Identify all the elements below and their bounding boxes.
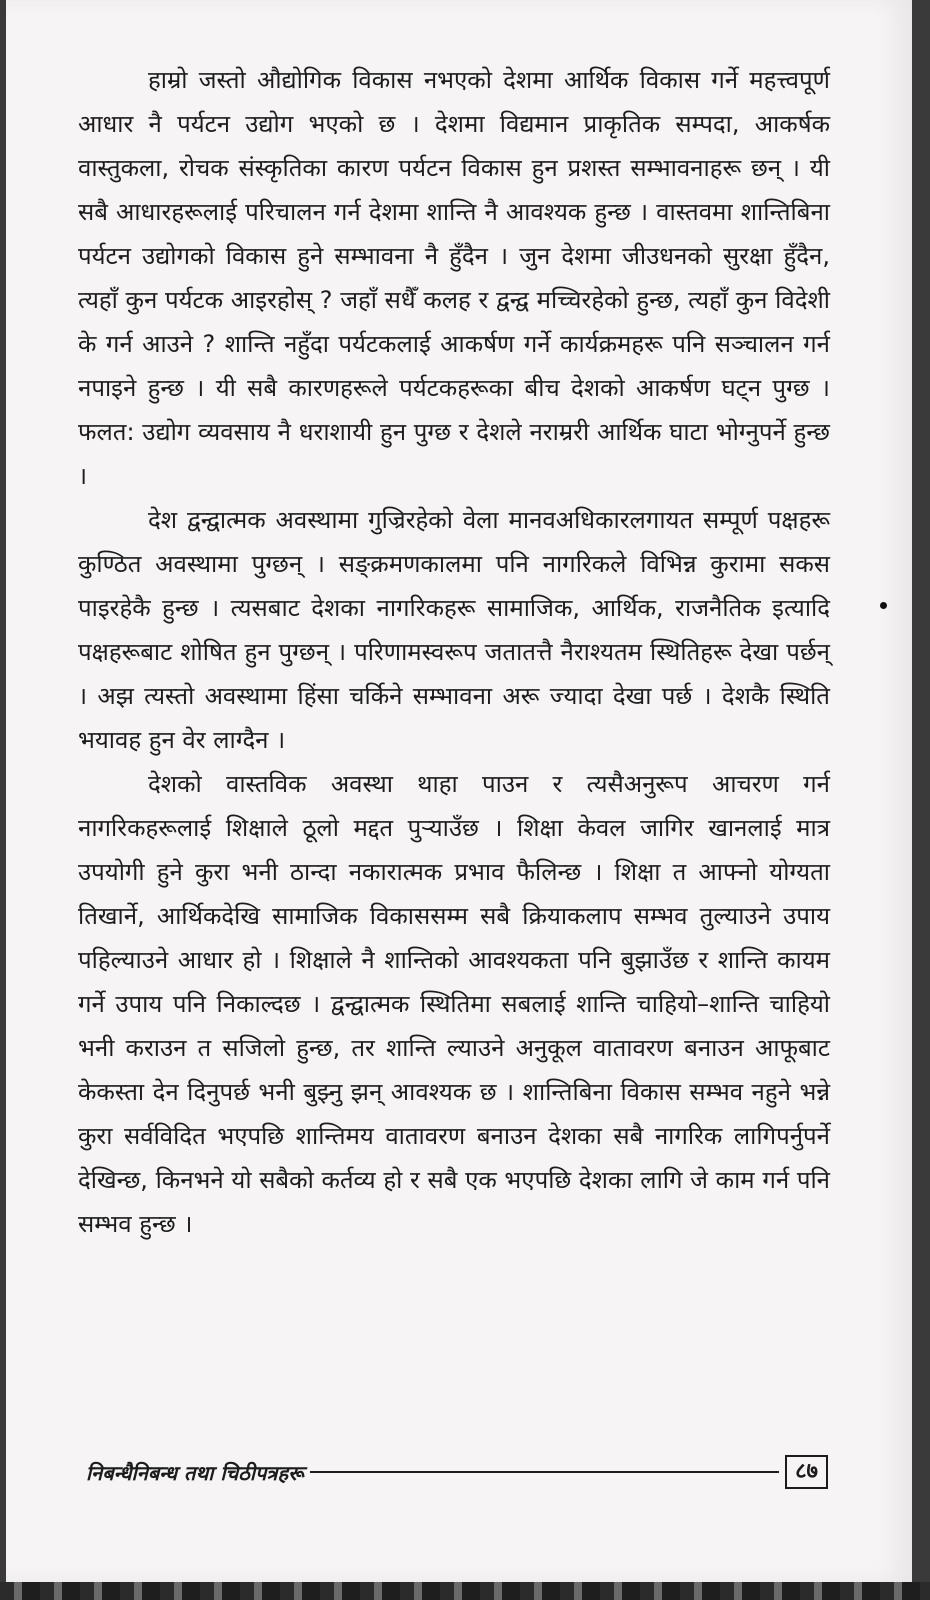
scan-edge [0, 1582, 930, 1600]
footer-book-title: निबन्धैनिबन्ध तथा चिठीपत्रहरू [86, 1460, 304, 1485]
body-text [78, 58, 830, 1246]
paragraph-education: देशको वास्तविक अवस्था थाहा पाउन र त्यसैअनुरूप आचरण गर्न नागरिकहरूलाई शिक्षाले ठूलो मद्दत पुऱ्याउँछ । शिक्षा केवल जागिर खानलाई मात्र उपयोगी हुने कुरा भनी ठान्दा नकारात्मक प्रभाव फैलिन्छ । शिक्षा त आफ्नो योग्यता तिखार्ने, आर्थिकदेखि सामाजिक विकाससम्म सबै क्रियाकलाप सम्भव तुल्याउने उपाय पहिल्याउने आधार हो । शिक्षाले नै शान्तिको आवश्यकता पनि बुझाउँछ र शान्ति कायम गर्ने उपाय पनि निकाल्दछ । द्वन्द्वात्मक स्थितिमा सबलाई शान्ति चाहियो–शान्ति चाहियो भनी कराउन त सजिलो हुन्छ, तर शान्ति ल्याउने अनुकूल वातावरण बनाउन आफूबाट केकस्ता देन दिनुपर्छ भनी बुझ्नु झन् आवश्यक छ । शान्तिबिना विकास सम्भव नहुने भन्ने कुरा सर्वविदित भएपछि शान्तिमय वातावरण बनाउन देशका सबै नागरिक लागिपर्नुपर्ने देखिन्छ, किनभने यो सबैको कर्तव्य हो र सबै एक भएपछि देशका लागि जे काम गर्न पनि सम्भव हुन्छ । [78, 770, 830, 1238]
paragraph-tourism: हाम्रो जस्तो औद्योगिक विकास नभएको देशमा आर्थिक विकास गर्ने महत्त्वपूर्ण आधार नै पर्यटन उद्योग भएको छ । देशमा विद्यमान प्राकृतिक सम्पदा, आकर्षक वास्तुकला, रोचक संस्कृतिका कारण पर्यटन विकास हुन प्रशस्त सम्भावनाहरू छन् । यी सबै आधारहरूलाई परिचालन गर्न देशमा शान्ति नै आवश्यक हुन्छ । वास्तवमा शान्तिबिना पर्यटन उद्योगको विकास हुने सम्भावना नै हुँदैन । जुन देशमा जीउधनको सुरक्षा हुँदैन, त्यहाँ कुन पर्यटक आइरहोस् ? जहाँ सधैँ कलह र द्वन्द्व मच्चिरहेको हुन्छ, त्यहाँ कुन विदेशी के गर्न आउने ? शान्ति नहुँदा पर्यटकलाई आकर्षण गर्ने कार्यक्रमहरू पनि सञ्चालन गर्न नपाइने हुन्छ । यी सबै कारणहरूले पर्यटकहरूका बीच देशको आकर्षण घट्न पुग्छ । फलत: उद्योग व्यवसाय नै धराशायी हुन पुग्छ र देशले नराम्ररी आर्थिक घाटा भोग्नुपर्ने हुन्छ । [78, 66, 830, 490]
page-number: ८७ [785, 1455, 828, 1489]
page-footer [86, 1452, 828, 1492]
paragraph-conflict: देश द्वन्द्वात्मक अवस्थामा गुज्रिरहेको वेला मानवअधिकारलगायत सम्पूर्ण पक्षहरू कुण्ठित अवस्थामा पुग्छन् । सङ्क्रमणकालमा पनि नागरिकले विभिन्न कुरामा सकस पाइरहेकै हुन्छ । त्यसबाट देशका नागरिकहरू सामाजिक, आर्थिक, राजनैतिक इत्यादि पक्षहरूबाट शोषित हुन पुग्छन् । परिणामस्वरूप जतातत्तै नैराश्यतम स्थितिहरू देखा पर्छन् । अझ त्यस्तो अवस्थामा हिंसा चर्किने सम्भावना अरू ज्यादा देखा पर्छ । देशकै स्थिति भयावह हुन वेर लाग्दैन । [78, 506, 830, 754]
footer-rule [310, 1471, 780, 1473]
book-page [6, 0, 912, 1582]
ink-speck [880, 602, 887, 609]
